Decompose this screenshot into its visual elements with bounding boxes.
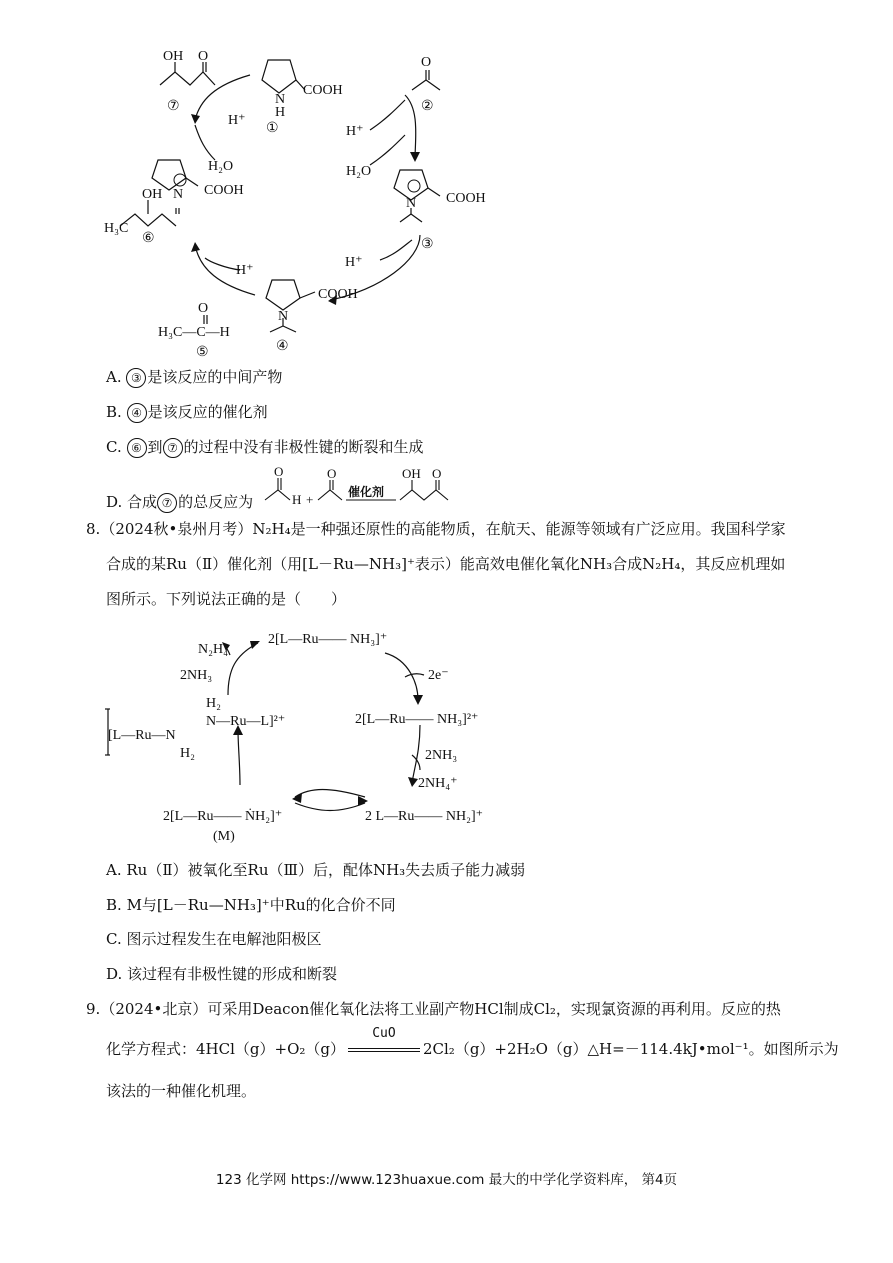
- cooh-label-3: COOH: [446, 191, 486, 206]
- option-letter: A.: [106, 861, 122, 879]
- option-text: 的总反应为: [178, 493, 254, 511]
- left-l-ru-n: [L—Ru—N: [108, 728, 176, 743]
- oh-label-7: OH: [163, 49, 184, 64]
- option-letter: C.: [106, 930, 122, 948]
- option-text: 该过程有非极性键的形成和断裂: [127, 965, 338, 983]
- label-6: ⑥: [142, 231, 155, 246]
- label-5: ⑤: [196, 345, 209, 360]
- option-letter: C.: [106, 438, 122, 456]
- q8-option-d[interactable]: [106, 963, 337, 985]
- equation-left: 化学方程式：4HCl（g）+O₂（g）: [106, 1040, 345, 1058]
- option-letter: B.: [106, 896, 122, 914]
- q7-option-b[interactable]: [106, 401, 268, 423]
- label-2: ②: [421, 99, 434, 114]
- h2o-label-1: H₂O: [208, 159, 234, 174]
- two-nh4-label: 2NH₄⁺: [418, 776, 458, 791]
- m-label: (M): [213, 829, 235, 844]
- o-label-2: O: [421, 55, 432, 70]
- q8-option-a[interactable]: [106, 859, 525, 881]
- cooh-label-1: COOH: [303, 83, 343, 98]
- n-ru-l-label: N—Ru—L]²⁺: [206, 714, 286, 729]
- question-number: 9.: [86, 1000, 101, 1018]
- label-4: ④: [276, 339, 289, 354]
- option-text: 图示过程发生在电解池阳极区: [126, 930, 322, 948]
- ru-cycle-diagram: [0, 615, 893, 855]
- q9-line-2: [106, 1026, 839, 1060]
- h2-bottom-label: H₂: [180, 746, 195, 761]
- n-label-6: N: [173, 187, 184, 202]
- page-footer: 123 化学网 https://www.123huaxue.com 最大的中学化学资料库， 第4页: [215, 1172, 678, 1188]
- q8-text-1: N₂H₄是一种强还原性的高能物质，在航天、能源等领域有广泛应用。我国科学家: [252, 520, 786, 538]
- bottom-right-complex: 2 L—Ru—— NH₂]⁺: [365, 809, 484, 824]
- cooh-label-4: COOH: [318, 287, 358, 302]
- q7-option-d[interactable]: [106, 491, 253, 513]
- n2h4-label: N₂H₄: [198, 642, 228, 657]
- circled-number: ③: [126, 368, 146, 388]
- right-complex: 2[L—Ru—— NH₃]²⁺: [355, 712, 479, 727]
- o-label-7: O: [198, 49, 209, 64]
- q8-line-3: 图所示。下列说法正确的是（ ）: [106, 590, 347, 608]
- question-number: 8.: [86, 520, 101, 538]
- q9-text-1: （2024•北京）可采用Deacon催化氧化法将工业副产物HCl制成Cl₂，实现氯资源的再利用。反应的热: [100, 1000, 781, 1018]
- catalyst-cuo: CuO: [372, 1026, 396, 1041]
- hplus-label-3: H⁺: [345, 255, 363, 270]
- option-letter: D.: [106, 965, 123, 983]
- h3c-label-6: H₃C: [104, 221, 129, 236]
- hplus-label-1: H⁺: [228, 113, 246, 128]
- question-source: （2024秋•泉州月考）: [100, 520, 253, 538]
- proline-cycle-diagram: [0, 0, 893, 370]
- circled-number-2: ⑦: [163, 438, 183, 458]
- option-text-pre: 合成: [127, 493, 158, 511]
- circled-number: ⑥: [127, 438, 147, 458]
- q9-line-3: 该法的一种催化机理。: [106, 1082, 257, 1100]
- plus-label: +: [306, 492, 314, 507]
- catalyst-arrow: [345, 1026, 423, 1060]
- o-label-2: O: [327, 466, 337, 481]
- option-letter: B.: [106, 403, 122, 421]
- option-text: 的过程中没有非极性键的断裂和生成: [183, 438, 424, 456]
- top-complex: 2[L—Ru—— NH₃]⁺: [268, 632, 388, 647]
- q8-line-2: 合成的某Ru（Ⅱ）催化剂（用[L－Ru—NH₃]⁺表示）能高效电催化氧化NH₃合成N₂H₄，其反应机理如: [106, 555, 786, 573]
- q7-option-c[interactable]: [106, 436, 424, 458]
- two-e-label: 2e⁻: [428, 668, 449, 683]
- bottom-left-complex: 2[L—Ru—— ṄH₂]⁺: [163, 809, 283, 824]
- option-letter: D.: [106, 493, 123, 511]
- oh-label-6: OH: [142, 187, 163, 202]
- circled-number: ④: [127, 403, 147, 423]
- n-label-3: N: [406, 196, 417, 211]
- two-nh3-label-right: 2NH₃: [425, 748, 458, 763]
- circled-number: ⑦: [157, 493, 177, 513]
- q8-line-1: [86, 518, 786, 540]
- o-label-3: O: [432, 466, 442, 481]
- cooh-label-6: COOH: [204, 183, 244, 198]
- n-label-4: N: [278, 309, 289, 324]
- option-text: Ru（Ⅱ）被氧化至Ru（Ⅲ）后，配体NH₃失去质子能力减弱: [126, 861, 526, 879]
- q8-option-c[interactable]: [106, 928, 322, 950]
- option-text-mid: 到: [147, 438, 163, 456]
- oh-label: OH: [402, 466, 421, 481]
- n-label-1: N: [275, 92, 286, 107]
- label-1: ①: [266, 121, 279, 136]
- cycle-arrow-2: [405, 95, 416, 160]
- option-text: 是该反应的中间产物: [147, 368, 283, 386]
- q7-d-equation: [260, 462, 460, 512]
- two-nh3-label-left: 2NH₃: [180, 668, 213, 683]
- o-label-5: O: [198, 301, 209, 316]
- q9-line-1: [86, 998, 781, 1020]
- equation-right: 2Cl₂（g）+2H₂O（g）△H=－114.4kJ•mol⁻¹。如图所示为: [422, 1040, 839, 1058]
- h2-top-label: H₂: [206, 696, 221, 711]
- option-letter: A.: [106, 368, 122, 386]
- hplus-label-2: H⁺: [346, 124, 364, 139]
- label-3: ③: [421, 237, 434, 252]
- label-7: ⑦: [167, 99, 180, 114]
- h2o-label-2: H₂O: [346, 164, 372, 179]
- option-text: M与[L－Ru—NH₃]⁺中Ru的化合价不同: [126, 896, 396, 914]
- h-label: H: [292, 492, 302, 507]
- hplus-label-4: H⁺: [236, 263, 254, 278]
- option-text: 是该反应的催化剂: [147, 403, 268, 421]
- h-label-1: H: [275, 105, 286, 120]
- o-label: O: [274, 464, 284, 479]
- pyrrolidine-ring-1: [262, 60, 296, 93]
- q8-option-b[interactable]: [106, 894, 396, 916]
- catalyst-label: 催化剂: [348, 485, 385, 499]
- q7-option-a[interactable]: [106, 366, 282, 388]
- h3c-c-h-label: H₃C—C—H: [158, 325, 230, 340]
